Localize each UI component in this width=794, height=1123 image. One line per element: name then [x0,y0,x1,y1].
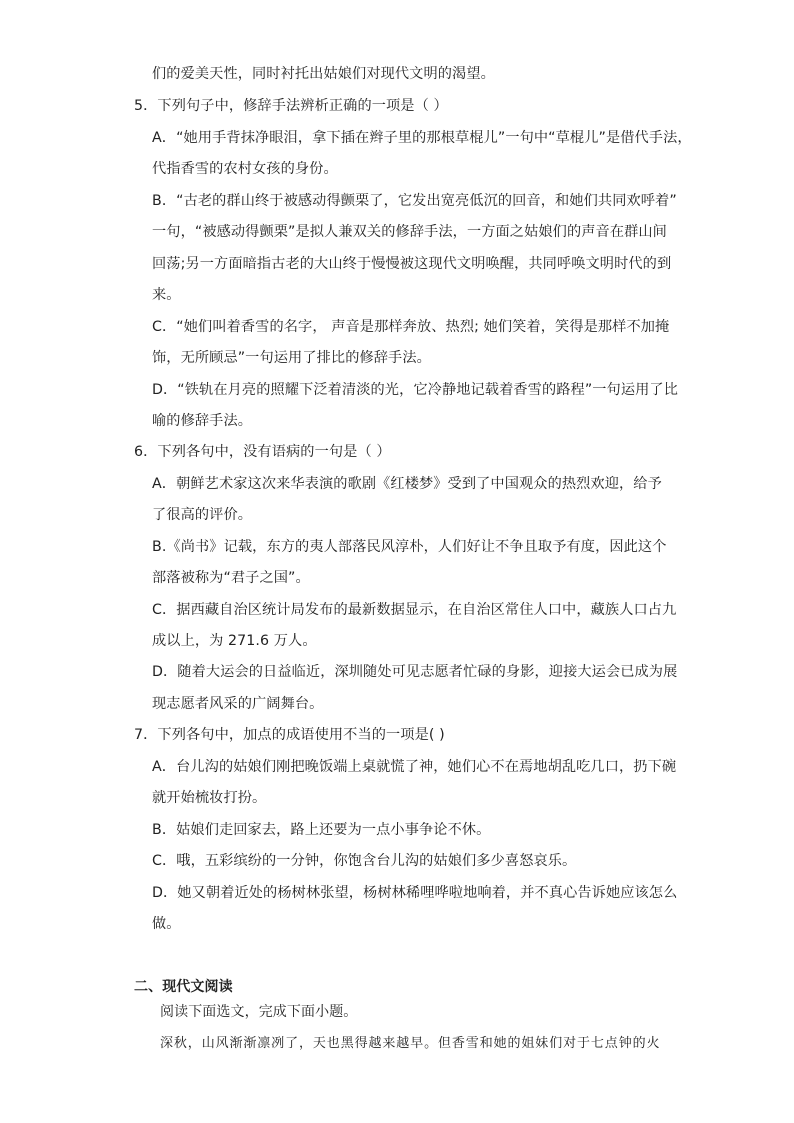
q5-option-b-cont: 来。 [152,287,181,303]
q5-option-b-cont: 回荡;另一方面暗指古老的大山终于慢慢被这现代文明唤醒，共同呼唤文明时代的到 [152,256,672,272]
passage-text: 深秋，山风渐渐凛冽了，天也黑得越来越早。但香雪和她的姐妹们对于七点钟的火 [160,1036,661,1051]
q5-option-d-cont: 喻的修辞手法。 [152,413,253,429]
q5-option-b: B．“古老的群山终于被感动得颤栗了，它发出宽亮低沉的回音，和她们共同欢呼着” [152,193,677,209]
question-7-stem: 7．下列各句中，加点的成语使用不当的一项是( ) [134,727,445,743]
continuation-line: 们的爱美天性，同时衬托出姑娘们对现代文明的渴望。 [152,66,495,82]
q5-option-b-cont: 一句，“被感动得颤栗”是拟人兼双关的修辞手法，一方面之姑娘们的声音在群山间 [152,224,667,240]
reading-instruction: 阅读下面选文，完成下面小题。 [160,1004,358,1020]
q5-option-a: A．“她用手背抹净眼泪，拿下插在辫子里的那根草棍儿”一句中“草棍儿”是借代手法， [152,130,692,146]
question-5-stem: 5．下列句子中，修辞手法辨析正确的一项是（ ） [134,98,448,114]
q6-option-a: A．朝鲜艺术家这次来华表演的歌剧《红楼梦》受到了中国观众的热烈欢迎，给予 [152,476,662,492]
q6-option-d: D．随着大运会的日益临近，深圳随处可见志愿者忙碌的身影，迎接大运会已成为展 [152,664,678,680]
q7-option-c: C．哦，五彩缤纷的一分钟，你饱含台儿沟的姑娘们多少喜怒哀乐。 [152,853,577,869]
q5-option-d: D．“铁轨在月亮的照耀下泛着清淡的光，它冷静地记载着香雪的路程”一句运用了比 [152,382,678,398]
q7-option-b: B．姑娘们走回家去，路上还要为一点小事争论不休。 [152,822,491,838]
q6-option-c-cont: 成以上，为 271.6 万人。 [152,633,317,649]
q7-option-a-cont: 就开始梳妆打扮。 [152,790,267,806]
q7-option-d: D．她又朝着近处的杨树林张望，杨树林稀哩哗啦地响着，并不真心告诉她应该怎么 [152,885,678,901]
q6-option-b: B.《尚书》记载，东方的夷人部落民风淳朴，人们好让不争且取予有度，因此这个 [152,539,667,555]
q7-option-a: A．台儿沟的姑娘们刚把晚饭端上桌就慌了神，她们心不在焉地胡乱吃几口，扔下碗 [152,759,677,775]
question-6-stem: 6．下列各句中，没有语病的一句是（ ） [134,444,391,460]
q5-option-c-cont: 饰，无所顾忌”一句运用了排比的修辞手法。 [152,350,431,366]
q5-option-a-cont: 代指香雪的农村女孩的身份。 [152,161,338,177]
q6-option-b-cont: 部落被称为“君子之国”。 [152,570,310,586]
q5-option-c: C．“她们叫着香雪的名字， 声音是那样奔放、热烈; 她们笑着，笑得是那样不加掩 [152,319,670,335]
q6-option-c: C．据西藏自治区统计局发布的最新数据显示，在自治区常住人口中，藏族人口占九 [152,602,677,618]
q7-option-d-cont: 做。 [152,916,181,932]
section-heading: 二、现代文阅读 [134,979,233,995]
q6-option-a-cont: 了很高的评价。 [152,507,253,523]
q6-option-d-cont: 现志愿者风采的广阔舞台。 [152,696,324,712]
